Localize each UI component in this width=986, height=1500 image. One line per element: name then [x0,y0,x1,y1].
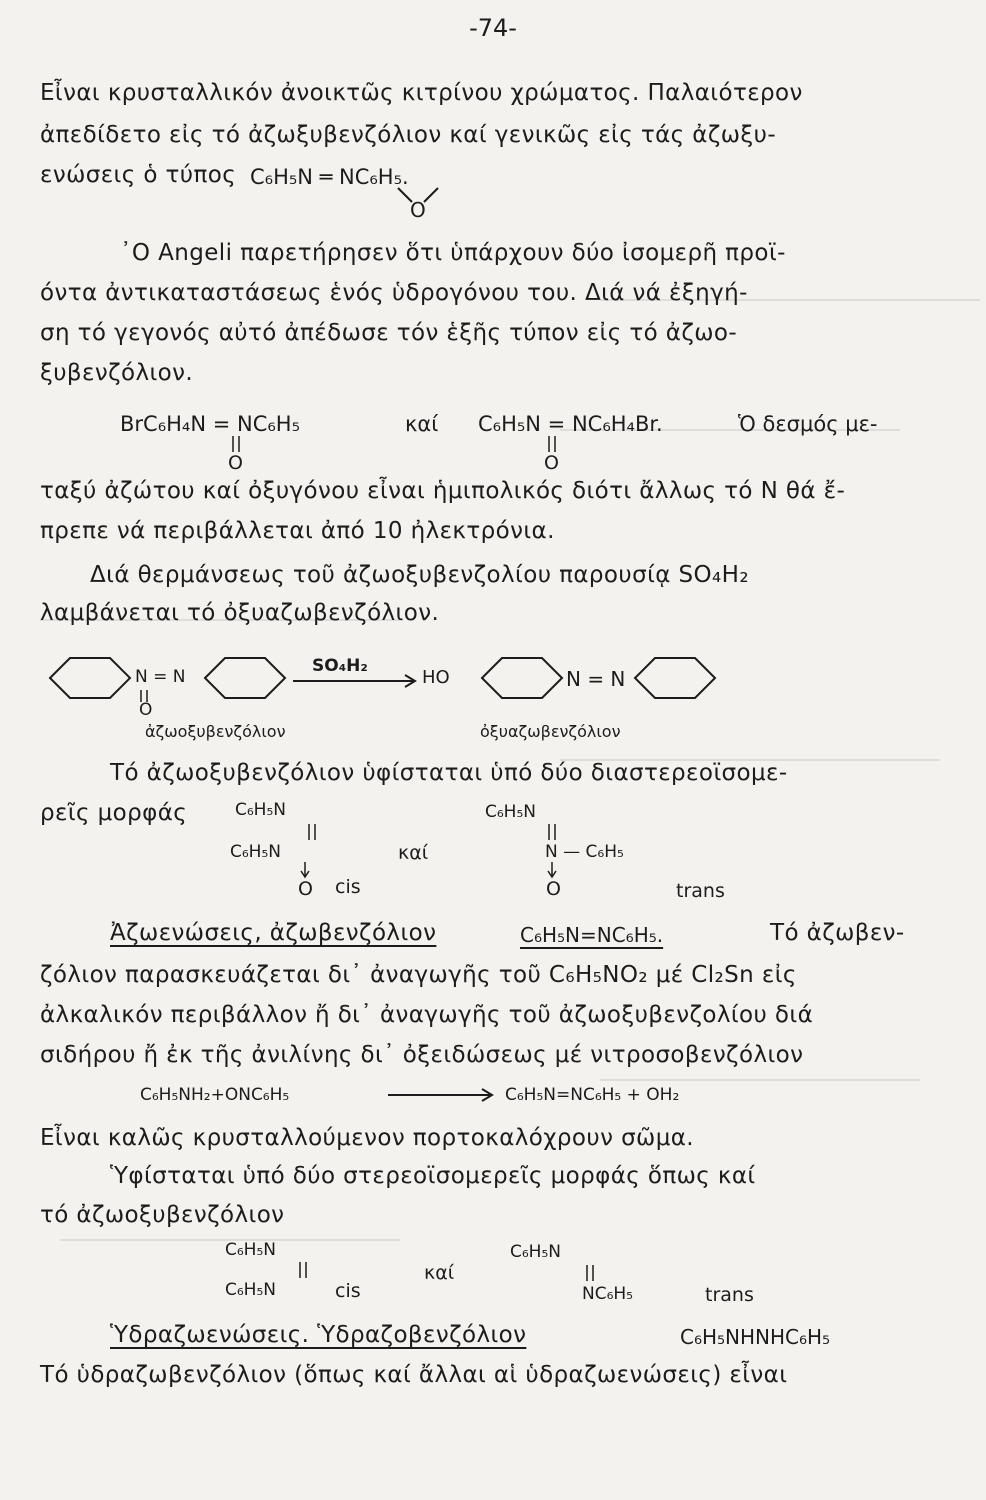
text-line: ζόλιον παρασκευάζεται δι᾽ ἀναγωγῆς τοῦ C₆H₅NO₂ μέ Cl₂Sn εἰς [40,962,797,988]
text-line: ρεῖς μορφάς [40,800,188,826]
oxygen-left: O [228,452,243,474]
cis-label: cis [335,1280,361,1302]
trans-oxygen: O [546,878,561,900]
section-heading-hydrazo: Ὑδραζωενώσεις. Ὑδραζοβενζόλιον [110,1322,527,1348]
and-word: καί [424,1262,455,1284]
and-word: καί [398,842,429,864]
text-line: σιδήρου ἤ ἐκ τῆς ἀνιλίνης δι᾽ ὀξειδώσεως μέ νιτροσοβενζόλιον [40,1042,804,1068]
text-line: πρεπε νά περιβάλλεται ἀπό 10 ἠλεκτρόνια. [40,518,555,544]
hydroxy-prefix: HO [422,667,450,688]
text-line: ση τό γεγονός αὐτό ἀπέδωσε τόν ἑξῆς τύπον εἰς τό ἀζωο- [40,320,738,346]
trans-bottom: N — C₆H₅ [545,842,624,862]
text-line: ενώσεις ὁ τύπος [40,162,237,188]
oxygen-right: O [544,452,559,474]
text-line: τό ἀζωοξυβενζόλιον [40,1202,285,1228]
cis-bottom: C₆H₅N [225,1280,276,1300]
text-line: Τό ὑδραζωβενζόλιον (ὅπως καί ἄλλαι αἱ ὑδραζωενώσεις) εἶναι [40,1362,788,1388]
text-line: όντα ἀντικαταστάσεως ἑνός ὑδρογόνου του. Διά νά ἐξηγή- [40,280,748,306]
text-line: λαμβάνεται τό ὀξυαζωβενζόλιον. [40,600,440,626]
trans-top: C₆H₅N [510,1242,561,1262]
caption-hydroxyazobenzene: ὀξυαζωβενζόλιον [480,722,621,741]
cis-oxygen: O [298,878,313,900]
trans-label: trans [676,880,725,902]
reaction-reactants: C₆H₅NH₂+ONC₆H₅ [140,1085,290,1105]
text-fragment: Ὁ δεσμός με- [738,412,878,436]
and-word: καί [405,412,439,436]
caption-azoxybenzene: ἀζωοξυβενζόλιον [145,722,286,741]
trans-top: C₆H₅N [485,802,536,822]
formula-bromo-right: C₆H₅N = NC₆H₄Br. [478,412,663,436]
text-line: Διά θερμάνσεως τοῦ ἀζωοξυβενζολίου παρουσίᾳ SO₄H₂ [90,562,749,588]
text-line: ταξύ ἀζώτου καί ὀξυγόνου εἶναι ἡμιπολικός διότι ἄλλως τό N θά ἔ- [40,478,846,504]
azoxy-oxygen: O [139,700,153,720]
text-line: ξυβενζόλιον. [40,360,194,386]
text-line: Ὑφίσταται ὑπό δύο στερεοϊσομερεῖς μορφάς ὅπως καί [110,1163,756,1189]
cis-label: cis [335,876,361,898]
text-line: ἀπεδίδετο εἰς τό ἀζωξυβενζόλιον καί γενικῶς εἰς τάς ἀζωξυ- [40,122,777,148]
cis-bottom: C₆H₅N [230,842,281,862]
cis-top: C₆H₅N [225,1240,276,1260]
cis-top: C₆H₅N [235,800,286,820]
page-number: -74- [469,14,517,42]
trans-label: trans [705,1284,754,1306]
text-line: Τό ἀζωοξυβενζόλιον ὑφίσταται ὑπό δύο διαστερεοϊσομε- [110,760,788,786]
text-line: ἀλκαλικόν περιβάλλον ἤ δι᾽ ἀναγωγῆς τοῦ ἀζωοξυβενζολίου διά [40,1002,814,1028]
azoxy-formula: C₆H₅N ═ NC₆H₅. [250,165,409,189]
azoxy-oxygen: O [410,198,426,222]
formula-bromo-left: BrC₆H₄N = NC₆H₅ [120,412,300,436]
azo-group: N = N [566,667,626,691]
trans-bottom: NC₆H₅ [582,1284,633,1304]
heading-formula-hydrazo: C₆H₅NHNHC₆H₅ [680,1325,831,1349]
text-line: Εἶναι κρυσταλλικόν ἀνοικτῶς κιτρίνου χρώματος. Παλαιότερον [40,80,803,106]
text-line: ᾽Ο Angeli παρετήρησεν ὅτι ὑπάρχουν δύο ἰσομερῆ προϊ- [120,240,786,266]
azoxy-group: N = N [135,667,186,687]
heading-formula-azo: C₆H₅N=NC₆H₅. [520,923,664,947]
reaction-products: C₆H₅N=NC₆H₅ + OH₂ [505,1085,680,1105]
text-line: Εἶναι καλῶς κρυσταλλούμενον πορτοκαλόχρουν σῶμα. [40,1125,695,1151]
section-heading-azo: Ἀζωενώσεις, ἀζωβενζόλιον [110,920,437,946]
text-fragment: Τό ἀζωβεν- [770,920,905,946]
reagent-label: SO₄H₂ [312,656,368,676]
